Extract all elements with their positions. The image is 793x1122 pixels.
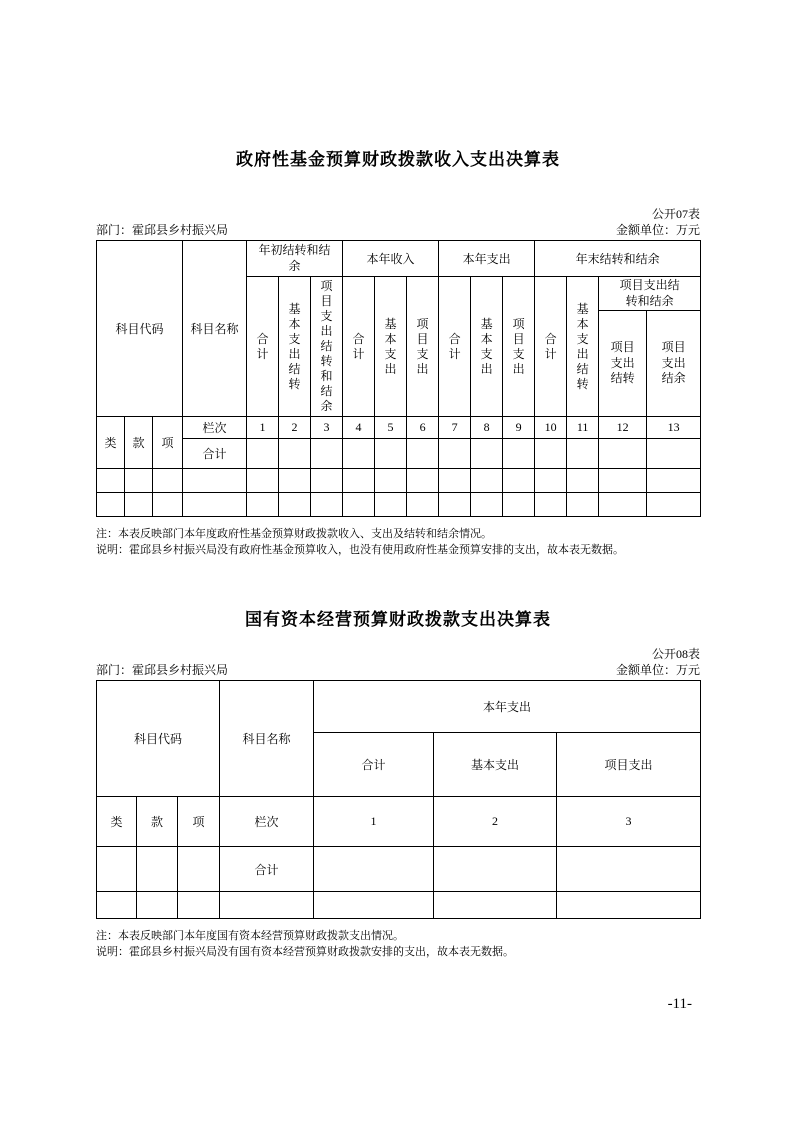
empty-cell	[279, 439, 311, 469]
col-expend-basic: 基本支出	[471, 277, 503, 417]
empty-cell	[599, 493, 647, 517]
empty-cell	[535, 469, 567, 493]
empty-cell	[599, 469, 647, 493]
col-end-total: 合计	[535, 277, 567, 417]
col-end-project-balance: 项目支出结余	[647, 311, 701, 417]
group-expenditure: 本年支出	[314, 681, 701, 733]
empty-cell	[557, 847, 701, 892]
col-expend-project: 项目支出	[557, 733, 701, 797]
col-expend-basic: 基本支出	[434, 733, 557, 797]
empty-cell	[439, 439, 471, 469]
empty-cell	[97, 847, 137, 892]
column-number: 8	[471, 417, 503, 439]
empty-cell	[503, 439, 535, 469]
empty-cell	[220, 892, 314, 919]
group-income: 本年收入	[343, 241, 439, 277]
col-begin-total: 合计	[247, 277, 279, 417]
empty-cell	[535, 493, 567, 517]
table1-notes	[96, 526, 700, 558]
empty-cell	[471, 439, 503, 469]
empty-cell	[647, 493, 701, 517]
empty-cell	[535, 439, 567, 469]
empty-cell	[434, 892, 557, 919]
empty-cell	[439, 493, 471, 517]
empty-cell	[279, 469, 311, 493]
empty-cell	[471, 493, 503, 517]
column-number: 1	[314, 797, 434, 847]
col-end-project-carryover: 项目支出结转	[599, 311, 647, 417]
col-income-basic: 基本支出	[375, 277, 407, 417]
empty-cell	[407, 493, 439, 517]
table2-grid	[96, 680, 701, 919]
cell-section: 款	[137, 797, 178, 847]
empty-cell	[557, 892, 701, 919]
empty-cell	[471, 469, 503, 493]
empty-cell	[311, 439, 343, 469]
cell-subject-name: 科目名称	[220, 681, 314, 797]
column-number: 12	[599, 417, 647, 439]
column-number: 9	[503, 417, 535, 439]
column-number: 5	[375, 417, 407, 439]
empty-cell	[183, 469, 247, 493]
column-number: 11	[567, 417, 599, 439]
column-number: 6	[407, 417, 439, 439]
cell-total-label: 合计	[183, 439, 247, 469]
empty-cell	[343, 469, 375, 493]
column-number: 4	[343, 417, 375, 439]
column-number: 1	[247, 417, 279, 439]
cell-subject-code: 科目代码	[97, 241, 183, 417]
cell-item: 项	[178, 797, 220, 847]
col-expend-total: 合计	[314, 733, 434, 797]
page-content	[96, 0, 700, 1013]
table2-explanation: 说明：霍邱县乡村振兴局没有国有资本经营预算财政拨款安排的支出，故本表无数据。	[96, 946, 514, 958]
empty-cell	[311, 469, 343, 493]
empty-cell	[314, 847, 434, 892]
empty-cell	[567, 493, 599, 517]
table2-unit-label: 金额单位：万元	[615, 663, 700, 677]
empty-cell	[153, 493, 183, 517]
cell-class: 类	[97, 797, 137, 847]
table2-title: 国有资本经营预算财政拨款支出决算表	[245, 610, 551, 629]
col-income-total: 合计	[343, 277, 375, 417]
empty-cell	[599, 439, 647, 469]
empty-cell	[97, 469, 125, 493]
table2-notes	[96, 928, 700, 960]
empty-cell	[97, 493, 125, 517]
cell-subject-code: 科目代码	[97, 681, 220, 797]
cell-column-row-label: 栏次	[183, 417, 247, 439]
column-number: 2	[279, 417, 311, 439]
table1-unit-label: 金额单位：万元	[615, 223, 700, 237]
empty-cell	[567, 469, 599, 493]
empty-cell	[125, 493, 153, 517]
empty-cell	[343, 439, 375, 469]
empty-cell	[125, 469, 153, 493]
empty-cell	[247, 439, 279, 469]
cell-class: 类	[97, 417, 125, 469]
col-end-basic-carryover: 基本支出结转	[567, 277, 599, 417]
column-number: 7	[439, 417, 471, 439]
col-begin-basic-carryover: 基本支出结转	[279, 277, 311, 417]
empty-cell	[178, 892, 220, 919]
column-number: 2	[434, 797, 557, 847]
group-end-balance: 年末结转和结余	[535, 241, 701, 277]
table1-grid	[96, 240, 701, 517]
empty-cell	[97, 892, 137, 919]
table1-code-label: 公开07表	[651, 207, 700, 221]
empty-cell	[375, 493, 407, 517]
column-number: 3	[311, 417, 343, 439]
empty-cell	[343, 493, 375, 517]
empty-cell	[137, 892, 178, 919]
table2-meta-line	[96, 662, 700, 678]
empty-cell	[647, 469, 701, 493]
column-number: 10	[535, 417, 567, 439]
empty-cell	[153, 469, 183, 493]
subgroup-end-project: 项目支出结转和结余	[599, 277, 701, 311]
empty-cell	[567, 439, 599, 469]
group-begin-balance: 年初结转和结余	[247, 241, 343, 277]
page-number: -11-	[667, 996, 692, 1012]
empty-cell	[247, 493, 279, 517]
table1-title: 政府性基金预算财政拨款收入支出决算表	[236, 150, 560, 169]
empty-cell	[311, 493, 343, 517]
column-number: 13	[647, 417, 701, 439]
col-expend-project: 项目支出	[503, 277, 535, 417]
table1-explanation: 说明：霍邱县乡村振兴局没有政府性基金预算收入，也没有使用政府性基金预算安排的支出，故本表无数据。	[96, 544, 624, 556]
empty-cell	[503, 469, 535, 493]
empty-cell	[647, 439, 701, 469]
table2-code-label: 公开08表	[651, 647, 700, 661]
empty-cell	[407, 469, 439, 493]
empty-cell	[314, 892, 434, 919]
empty-cell	[183, 493, 247, 517]
empty-cell	[503, 493, 535, 517]
empty-cell	[434, 847, 557, 892]
table2-note: 注：本表反映部门本年度国有资本经营预算财政拨款支出情况。	[96, 930, 404, 942]
empty-cell	[375, 469, 407, 493]
cell-section: 款	[125, 417, 153, 469]
empty-cell	[375, 439, 407, 469]
col-begin-project-carryover: 项目支出结转和结余	[311, 277, 343, 417]
cell-subject-name: 科目名称	[183, 241, 247, 417]
cell-column-row-label: 栏次	[220, 797, 314, 847]
table1-department-label: 部门：霍邱县乡村振兴局	[96, 223, 229, 237]
col-income-project: 项目支出	[407, 277, 439, 417]
table1-meta-line	[96, 222, 700, 238]
cell-total-label: 合计	[220, 847, 314, 892]
group-expenditure: 本年支出	[439, 241, 535, 277]
empty-cell	[178, 847, 220, 892]
table1-note: 注：本表反映部门本年度政府性基金预算财政拨款收入、支出及结转和结余情况。	[96, 528, 492, 540]
empty-cell	[279, 493, 311, 517]
empty-cell	[137, 847, 178, 892]
empty-cell	[439, 469, 471, 493]
cell-item: 项	[153, 417, 183, 469]
table2-department-label: 部门：霍邱县乡村振兴局	[96, 663, 229, 677]
col-expend-total: 合计	[439, 277, 471, 417]
empty-cell	[407, 439, 439, 469]
empty-cell	[247, 469, 279, 493]
column-number: 3	[557, 797, 701, 847]
